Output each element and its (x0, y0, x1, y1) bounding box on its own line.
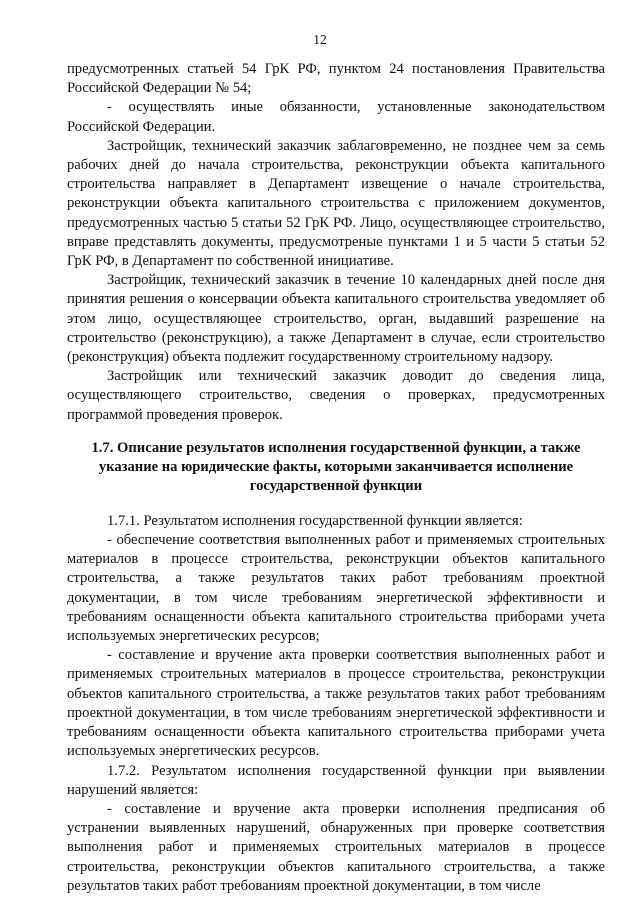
paragraph-result-item-1: - обеспечение соответствия выполненных работ и применяемых строительных материалов в процессе строительства, реконструкции объектов капитального строительства, а также результатов таких работ требованиям проектной документации, в том числе требованиям энергетической эффективности и требованиям оснащенности объекта капитального строительства приборами учета используемых энергетических ресурсов; (67, 532, 605, 645)
paragraph-violation-item-1: - составление и вручение акта проверки исполнения предписания об устранении выявленных нарушений, обнаруженных при проверке соответствия выполнения работ и применяемых строительных материалов в процессе строительства, реконструкции объектов капитального строительства, а также результатов таких работ требованиям проектной документации, в том числе (67, 800, 605, 894)
paragraph-continuation: предусмотренных статьей 54 ГрК РФ, пунктом 24 постановления Правительства Российской Федерации № 54; (67, 61, 605, 97)
paragraph-conservation-notice: Застройщик, технический заказчик в течение 10 календарных дней после дня принятия решения о консервации объекта капитального строительства уведомляет об этом лицо, осуществляющее строительство, орган, выдавший разрешение на строительство (реконструкцию), а также Департамент в случае, если строительство (реконструкция) объекта подлежит государственному строительному надзору. (67, 272, 605, 366)
paragraph-result-intro: 1.7.1. Результатом исполнения государственной функции является: (107, 512, 523, 529)
paragraph-start-notice: Застройщик, технический заказчик заблаговременно, не позднее чем за семь рабочих дней до начала строительства, реконструкции объекта капитального строительства направляет в Департамент извещение о начале строительства, реконструкции объекта капитального строительства с приложением документов, предусмотренных частью 5 статьи 52 ГрК РФ. Лицо, осуществляющее строительство, вправе представлять документы, предусмотреные пунктами 1 и 5 части 5 статьи 52 ГрК РФ, в Департамент по собственной инициативе. (67, 137, 605, 270)
paragraph-violation-intro: 1.7.2. Результатом исполнения государственной функции при выявлении нарушений является: (67, 762, 605, 798)
document-body (67, 60, 605, 896)
page-number: 12 (313, 32, 327, 47)
section-heading: 1.7. Описание результатов исполнения государственной функции, а также указание на юридические факты, которыми заканчивается исполнение государственной функции (91, 439, 581, 494)
paragraph-result-item-2: - составление и вручение акта проверки соответствия выполненных работ и применяемых строительных материалов в процессе строительства, реконструкции объектов капитального строительства, а также результатов таких работ требованиям проектной документации, в том числе требованиям энергетической эффективности и требованиям оснащенности объекта капитального строительства приборами учета используемых энергетических ресурсов. (67, 647, 605, 760)
paragraph-duties-item: - осуществлять иные обязанности, установленные законодательством Российской Федерации. (67, 99, 605, 135)
paragraph-inspection-info: Застройщик или технический заказчик доводит до сведения лица, осуществляющего строительство, сведения о проверках, предусмотренных программой проведения проверок. (67, 368, 605, 423)
